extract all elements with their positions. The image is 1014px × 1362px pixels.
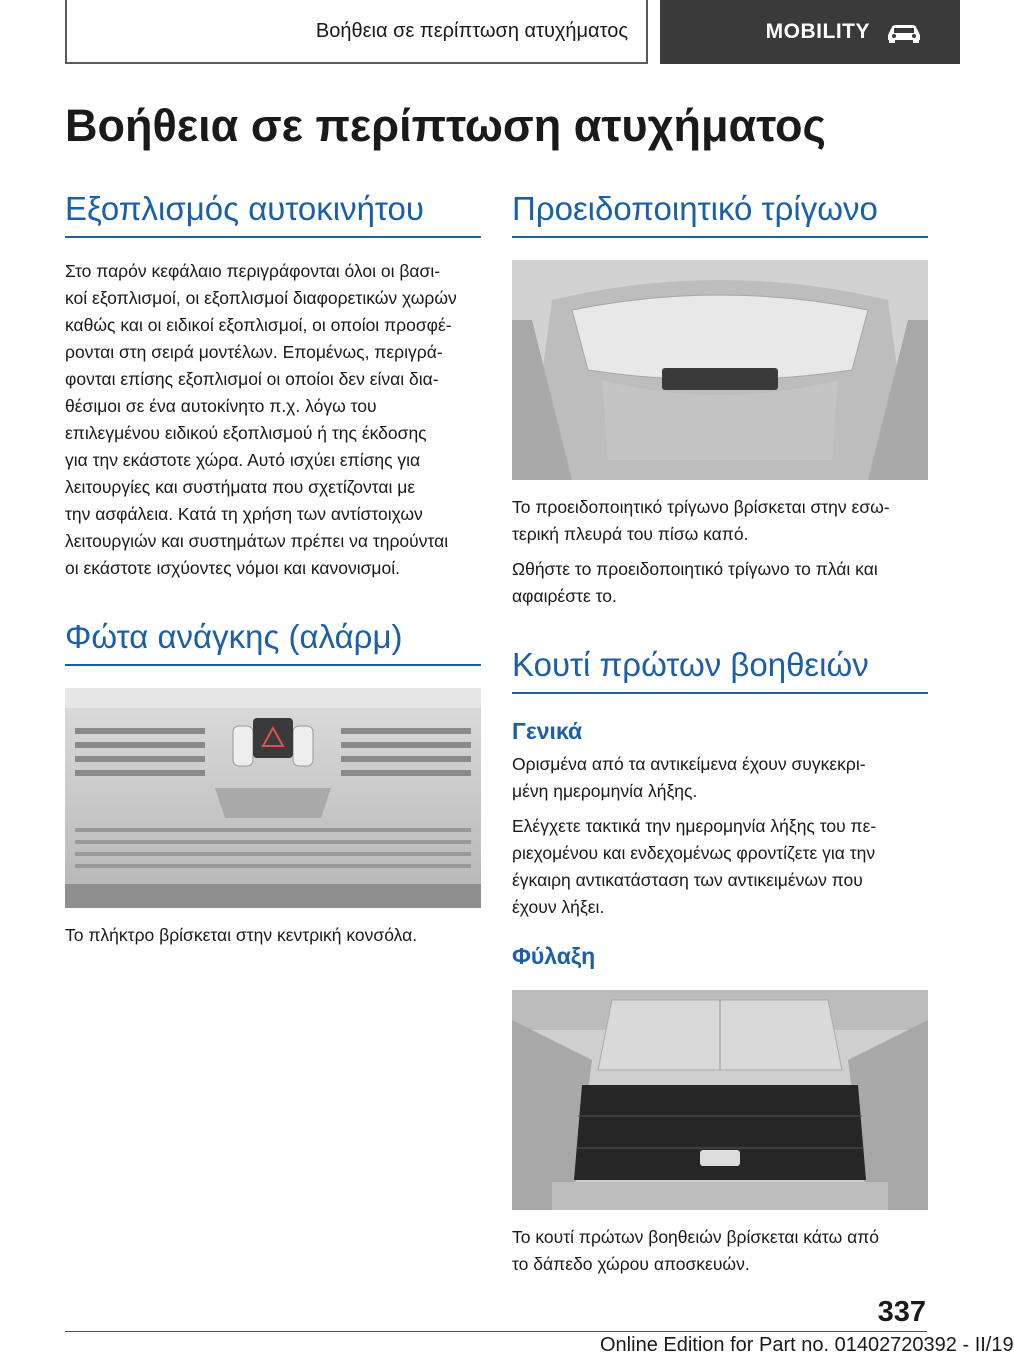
page-number: 337: [877, 1296, 926, 1328]
text-line: για την εκάστοτε χώρα. Αυτό ισχύει επίσης για: [65, 450, 421, 470]
text-line: Το προειδοποιητικό τρίγωνο βρίσκεται στην εσω‐: [512, 497, 890, 517]
text-line: λειτουργίες και συστήματα που σχετίζονται με: [65, 477, 416, 497]
text-line: οι εκάστοτε ισχύοντες νόμοι και κανονισμοί.: [65, 558, 400, 578]
text-line: έχουν λήξει.: [512, 897, 605, 917]
car-icon: [884, 21, 924, 43]
hazard-heading: Φώτα ανάγκης (αλάρμ): [65, 618, 481, 666]
edition-note: Online Edition for Part no. 01402720392 - II/19: [600, 1334, 1014, 1356]
text-line: Το κουτί πρώτων βοηθειών βρίσκεται κάτω από: [512, 1227, 880, 1247]
text-line: Ορισμένα από τα αντικείμενα έχουν συγκεκρι‐: [512, 754, 866, 774]
running-header: [65, 0, 648, 64]
hazard-button-image: [65, 688, 481, 908]
chapter-tab[interactable]: [660, 0, 960, 64]
text-line: Ελέγχετε τακτικά την ημερομηνία λήξης του πε‐: [512, 816, 877, 836]
text-line: τερική πλευρά του πίσω καπό.: [512, 524, 749, 544]
first-aid-storage-image: [512, 990, 928, 1210]
text-line: κοί εξοπλισμοί, οι εξοπλισμοί διαφορετικών χωρών: [65, 288, 457, 308]
running-header-title: Βοήθεια σε περίπτωση ατυχήματος: [315, 19, 628, 42]
text-line: Στο παρόν κεφάλαιο περιγράφονται όλοι οι βασι‐: [65, 261, 441, 281]
equipment-heading: Εξοπλισμός αυτοκινήτου: [65, 190, 481, 238]
firstaid-heading: Κουτί πρώτων βοηθειών: [512, 646, 928, 694]
storage-heading: Φύλαξη: [512, 943, 596, 969]
text-line: το δάπεδο χώρου αποσκευών.: [512, 1254, 750, 1274]
triangle-caption: [512, 494, 928, 548]
equipment-paragraph: [65, 258, 481, 582]
check-paragraph: [512, 813, 928, 921]
general-paragraph: [512, 751, 928, 805]
footer-divider: [65, 1331, 927, 1332]
text-line: την ασφάλεια. Κατά τη χρήση των αντίστοιχων: [65, 504, 423, 524]
left-column: [65, 190, 481, 949]
general-heading: Γενικά: [512, 718, 583, 744]
text-line: Ωθήστε το προειδοποιητικό τρίγωνο το πλάι και: [512, 559, 878, 579]
warning-triangle-image: [512, 260, 928, 480]
text-line: μένη ημερομηνία λήξης.: [512, 781, 698, 801]
text-line: έγκαιρη αντικατάσταση των αντικειμένων που: [512, 870, 863, 890]
text-line: αφαιρέστε το.: [512, 586, 617, 606]
storage-caption: [512, 1224, 928, 1278]
text-line: θέσιμοι σε ένα αυτοκίνητο π.χ. λόγω του: [65, 396, 377, 416]
text-line: ρονται στη σειρά μοντέλων. Επομένως, περιγρά‐: [65, 342, 443, 362]
right-column: [512, 190, 928, 1278]
triangle-heading: Προειδοποιητικό τρίγωνο: [512, 190, 928, 238]
text-line: λειτουργιών και συστημάτων πρέπει να τηρούνται: [65, 531, 449, 551]
page-title: Βοήθεια σε περίπτωση ατυχήματος: [65, 100, 826, 151]
text-line: καθώς και οι ειδικοί εξοπλισμοί, οι οποίοι προσφέ‐: [65, 315, 452, 335]
triangle-instruction: [512, 556, 928, 610]
text-line: φονται επίσης εξοπλισμοί οι οποίοι δεν είναι δια‐: [65, 369, 439, 389]
text-line: ριεχομένου και ενδεχομένως φροντίζετε για την: [512, 843, 876, 863]
hazard-caption: Το πλήκτρο βρίσκεται στην κεντρική κονσόλα.: [65, 925, 418, 945]
text-line: επιλεγμένου ειδικού εξοπλισμού ή της έκδοσης: [65, 423, 427, 443]
chapter-label: MOBILITY: [765, 20, 870, 43]
